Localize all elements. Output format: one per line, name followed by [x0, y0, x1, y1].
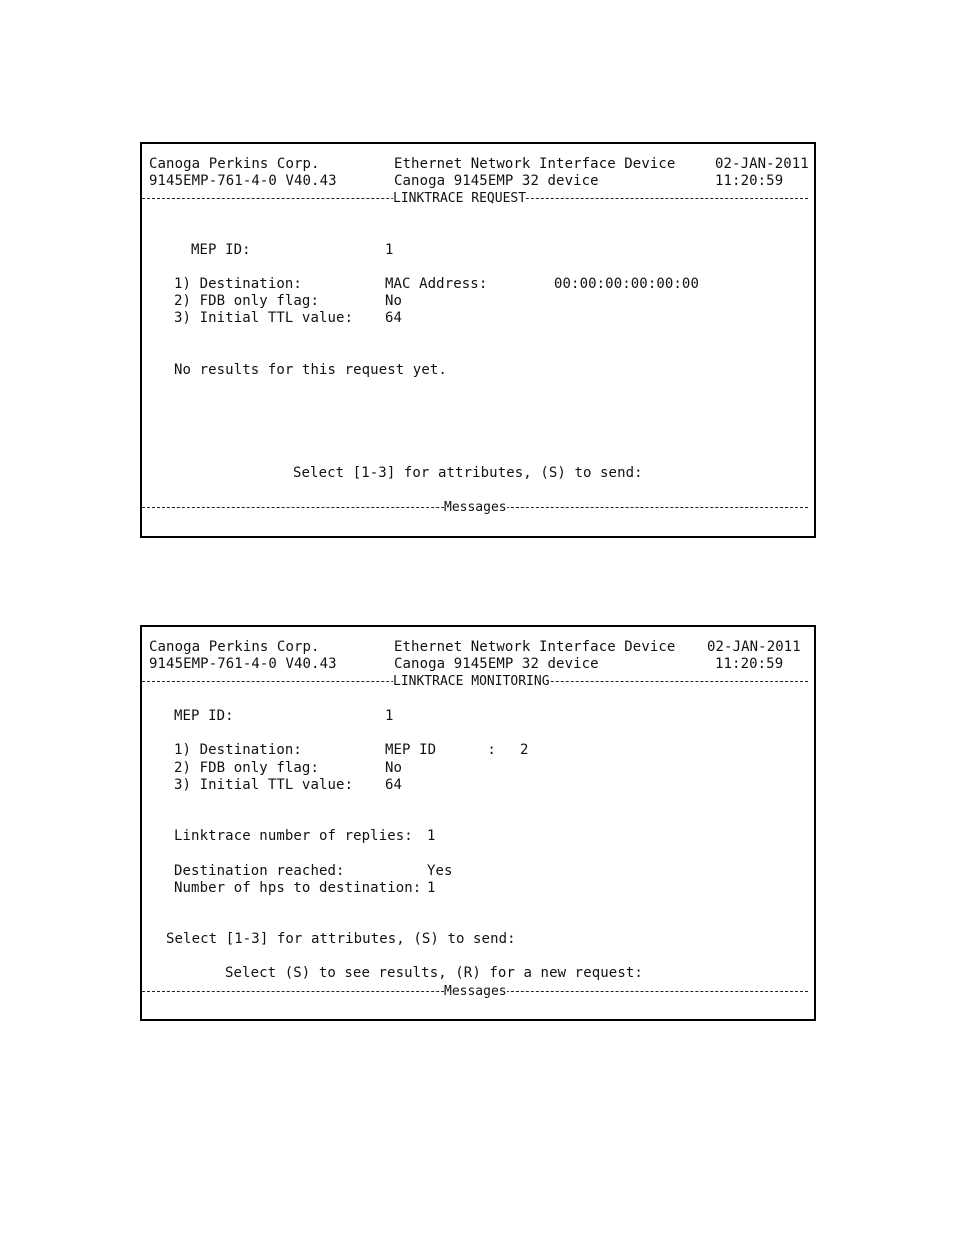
time: 11:20:59	[715, 656, 784, 672]
device-name: Canoga 9145EMP 32 device	[394, 656, 599, 672]
fdb-only-value: No	[385, 760, 403, 776]
destination-reached-value: Yes	[427, 863, 453, 879]
fdb-only-value: No	[385, 293, 403, 309]
company-name: Canoga Perkins Corp.	[149, 639, 320, 655]
hops-value: 1	[427, 880, 436, 896]
fdb-only-option[interactable]: 2) FDB only flag:	[174, 760, 319, 776]
initial-ttl-option[interactable]: 3) Initial TTL value:	[174, 310, 354, 326]
destination-type: MEP ID :	[385, 742, 496, 758]
product-name: Ethernet Network Interface Device	[394, 156, 676, 172]
initial-ttl-option[interactable]: 3) Initial TTL value:	[174, 777, 354, 793]
initial-ttl-value: 64	[385, 310, 403, 326]
product-name: Ethernet Network Interface Device	[394, 639, 676, 655]
replies-label: Linktrace number of replies:	[174, 828, 413, 844]
firmware-version: 9145EMP-761-4-0 V40.43	[149, 656, 337, 672]
company-name: Canoga Perkins Corp.	[149, 156, 320, 172]
section-title: LINKTRACE REQUEST	[393, 191, 527, 206]
destination-type: MAC Address:	[385, 276, 488, 292]
messages-divider	[142, 983, 814, 1000]
section-divider	[142, 673, 814, 690]
linktrace-request-screen	[140, 142, 816, 538]
firmware-version: 9145EMP-761-4-0 V40.43	[149, 173, 337, 189]
destination-mep-value: 2	[520, 742, 529, 758]
hops-label: Number of hps to destination:	[174, 880, 422, 896]
destination-option[interactable]: 1) Destination:	[174, 742, 302, 758]
results-prompt[interactable]: Select (S) to see results, (R) for a new request:	[225, 965, 643, 981]
mep-id-label: MEP ID:	[174, 708, 234, 724]
command-prompt[interactable]: Select [1-3] for attributes, (S) to send:	[166, 931, 516, 947]
command-prompt[interactable]: Select [1-3] for attributes, (S) to send:	[293, 465, 643, 481]
messages-title: Messages	[444, 500, 507, 515]
replies-value: 1	[427, 828, 436, 844]
mep-id-value: 1	[385, 242, 394, 258]
linktrace-monitoring-screen	[140, 625, 816, 1021]
mep-id-label: MEP ID:	[191, 242, 251, 258]
destination-option[interactable]: 1) Destination:	[174, 276, 302, 292]
section-title: LINKTRACE MONITORING	[393, 674, 550, 689]
messages-divider	[142, 499, 814, 516]
destination-reached-label: Destination reached:	[174, 863, 345, 879]
mep-id-value: 1	[385, 708, 394, 724]
fdb-only-option[interactable]: 2) FDB only flag:	[174, 293, 319, 309]
request-status: No results for this request yet.	[174, 362, 447, 378]
destination-mac-value: 00:00:00:00:00:00	[554, 276, 699, 292]
date: 02-JAN-2011	[707, 639, 801, 655]
initial-ttl-value: 64	[385, 777, 403, 793]
messages-title: Messages	[444, 984, 507, 999]
section-divider	[142, 190, 814, 207]
device-name: Canoga 9145EMP 32 device	[394, 173, 599, 189]
date: 02-JAN-2011	[715, 156, 809, 172]
time: 11:20:59	[715, 173, 784, 189]
